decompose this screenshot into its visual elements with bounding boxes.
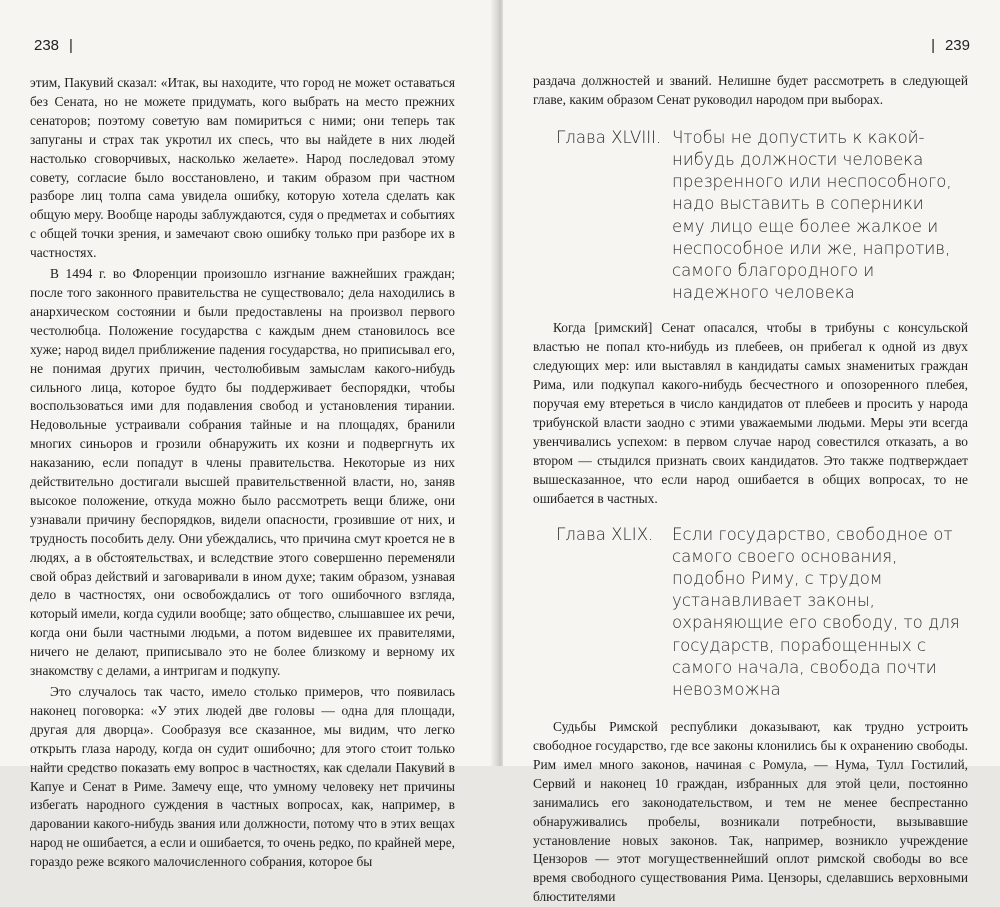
right-page-number bbox=[921, 37, 970, 54]
chapter-title-48: Чтобы не допустить к какой-нибудь должности человека презренного или неспособного, надо выставить в соперники ему лицо еще более жалкое и неспособное или же, напротив, самого благородного и надежного человека bbox=[672, 127, 952, 303]
chapter-label-48: Глава XLVIII. bbox=[556, 127, 662, 147]
chapter-label-49: Глава XLIX. bbox=[556, 524, 654, 544]
left-page-body bbox=[30, 74, 455, 872]
right-intro-paragraph: раздача должностей и званий. Нелишне будет рассмотреть в следующей главе, каким образом Сенат руководил народом при выборах. bbox=[533, 73, 968, 107]
right-page-number-text: 239 bbox=[944, 37, 970, 54]
left-page-number-text: 238 bbox=[34, 37, 60, 54]
left-paragraph-1: этим, Пакувий сказал: «Итак, вы находите, что город не может оставаться без Сената, но не можете придумать, кого выбрать на место прежних сенаторов; поэтому советую вам помириться с ними; они теперь так запуганы и страх так укротил их спесь, что вы найдете в них людей настолько сговорчивых, насколько желаете». Народ последовал этому совету, согласие было восстановлено, и таким образом при частном разборе лиц толпа сама увидела ошибку, которую хотела сделать как общую меру. Вообще народы заблуждаются, судя о предметах и событиях с общей точки зрения, и замечают свою ошибку только при разборе их в частностях. bbox=[30, 75, 455, 261]
folio-divider: | bbox=[931, 37, 935, 54]
chapter-49-paragraph: Судьбы Римской республики доказывают, как трудно устроить свободное государство, где все законы клонились бы к охранению свободы. Рим имел много законов, начиная с Ромула, — Нума, Тулл Гостилий, Сервий и наконец 10 граждан, избранных для этой цели, постоянно занимались его законодательством, и тем не менее беспрестанно обнаруживались пробелы, возникали потребности, вызывавшие установление новых законов. Так, например, возникло учреждение Цензоров — этот могущественнейший оплот римской свободы во все время свободного существования Рима. Цензоры, сделавшись верховными блюстителями bbox=[533, 719, 968, 905]
right-page-body bbox=[533, 72, 968, 907]
chapter-48-paragraph: Когда [римский] Сенат опасался, чтобы в трибуны с консульской властью не попал кто-нибудь из плебеев, он прибегал к одной из двух следующих мер: или выставлял в кандидаты самых знаменитых граждан Рима, или подкупал какого-нибудь бесчестного и опозоренного плебея, поручая ему втереться в число кандидатов от плебеев и просить у народа трибунской власти заодно с этими уважаемыми людьми. Меры эти всегда увенчивались успехом: в первом случае народ совестился отказать, а во втором — стыдился признать своих кандидатов. Это также подтверждает вышесказанное, что если народ ошибается в общих вопросах, то не ошибается в частных. bbox=[533, 320, 968, 506]
left-paragraph-2: В 1494 г. во Флоренции произошло изгнание важнейших граждан; после того законного правительства не существовало; дела находились в анархическом состоянии и были предоставлены на произвол первого честолюбца. Положение государства с каждым днем становилось все хуже; народ видел приближение падения государства, но приписывал его, не понимая других причин, честолюбивым замыслам какого-нибудь сильного лица, которое будто бы поддерживает беспорядки, чтобы воспользоваться ими для подавления свобод и установления тирании. Недовольные устраивали собрания тайные и на площадях, бранили многих синьоров и грозили обнаружить их козни и подвергнуть их наказанию, если попадут в члены правительства. Некоторые из них действительно достигали высшей правительственной власти, но, заняв высокое положение, откуда можно было рассмотреть вещи ближе, они узнавали причину беспорядков, видели опасности, грозившие от них, и трудность пособить делу. Они убеждались, что причина смут кроется не в людях, а в обстоятельствах, и вследствие этого совершенно переменяли свой образ действий и заговаривали в ином духе; таким образом, узнавая дело в частностях, они освобождались от того ошибочного взгляда, который имели, когда судили вообще; зато общество, слышавшее их речи, когда они были частными людьми, а потом видевшее их правителями, ничего не делают, приписывало это не более близкому и верному их знакомству с делами, а интригам и подкупу. bbox=[30, 266, 455, 679]
right-page bbox=[503, 0, 1000, 905]
left-page-number bbox=[34, 37, 83, 54]
folio-divider: | bbox=[69, 37, 73, 54]
chapter-heading-48 bbox=[533, 127, 968, 305]
chapter-title-49: Если государство, свободное от самого своего основания, подобно Риму, с трудом устанавливает законы, охраняющие его свободу, то для государств, порабощенных с самого начала, свобода почти невозможна bbox=[672, 524, 960, 699]
left-paragraph-3: Это случалось так часто, имело столько примеров, что появилась наконец поговорка: «У этих людей две головы — одна для площади, другая для дворца». Сообразуя все сказанное, мы видим, что легко открыть глаза народу, когда он судит ошибочно; для этого стоит только найти средство показать ему вопрос в частностях, как сделали Пакувий в Капуе и Сенат в Риме. Замечу еще, что умному человеку нет причины избегать народного суждения в частных вопросах, как, например, в даровании какого-нибудь звания или должности, потому что в этих вещах народ не ошибается, а если и ошибается, то очень редко, по крайней мере, гораздо реже всякого малочисленного собрания, которое бы bbox=[30, 684, 455, 870]
left-page bbox=[0, 0, 497, 870]
chapter-heading-49 bbox=[533, 524, 968, 702]
